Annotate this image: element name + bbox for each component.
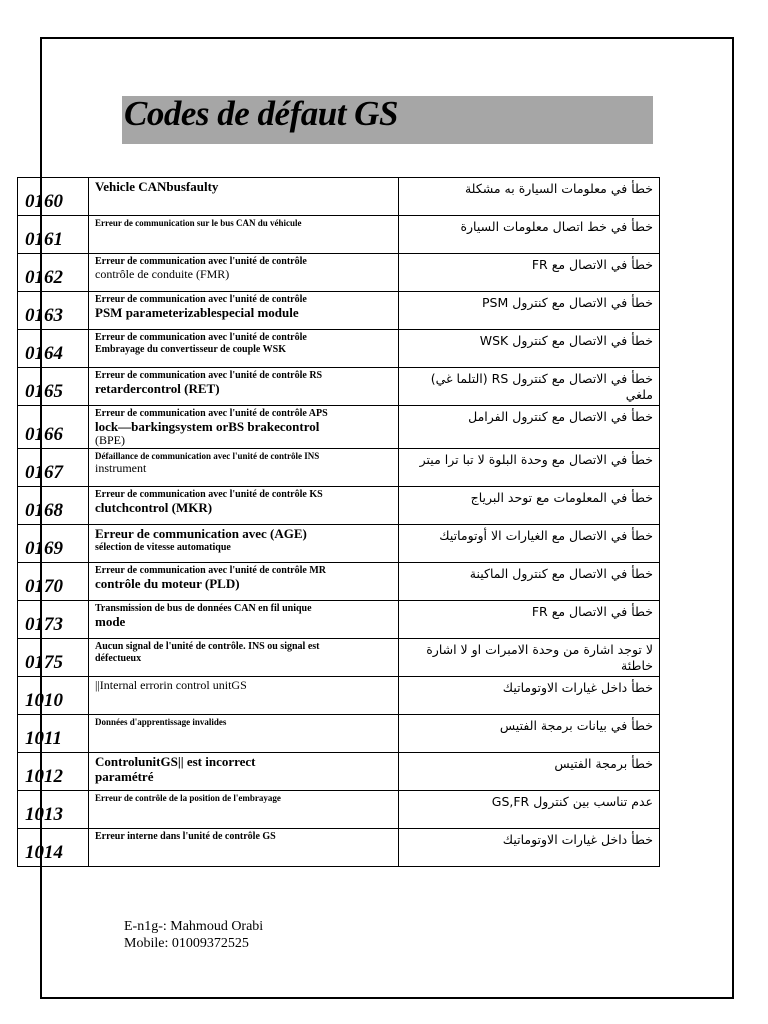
- french-description-cell: [89, 449, 399, 487]
- arabic-description-cell: خطأ في معلومات السيارة به مشكلة: [399, 178, 660, 216]
- french-description-cell: [89, 525, 399, 563]
- fault-code: 1013: [25, 804, 63, 826]
- fault-code-cell: [18, 368, 89, 406]
- arabic-description-cell: خطأ في الاتصال مع وحدة البلوة لا تبا ترا ميتر: [399, 449, 660, 487]
- fault-code: 0165: [25, 381, 63, 402]
- fault-code-cell: [18, 487, 89, 525]
- table-row: [18, 368, 660, 406]
- arabic-description-cell: خطأ داخل غيارات الاوتوماتيك: [399, 677, 660, 715]
- french-description-line: paramétré: [95, 769, 154, 785]
- arabic-description-cell: خطأ في بيانات برمجة الفتيس: [399, 715, 660, 753]
- french-description-line: instrument: [95, 460, 147, 475]
- french-description-line: défectueux: [95, 652, 142, 664]
- fault-code-cell: [18, 178, 89, 216]
- arabic-description-cell: خطأ داخل غيارات الاوتوماتيك: [399, 829, 660, 867]
- table-row: [18, 791, 660, 829]
- table-row: [18, 292, 660, 330]
- french-description-line: Données d'apprentissage invalides: [95, 717, 227, 728]
- fault-code: 1010: [25, 690, 63, 712]
- fault-code: 1014: [25, 842, 63, 864]
- french-description-cell: [89, 639, 399, 677]
- arabic-description-cell: خطأ في الاتصال مع FR: [399, 254, 660, 292]
- fault-code: 0175: [25, 652, 63, 674]
- french-description-cell: [89, 791, 399, 829]
- french-description-line: Aucun signal de l'unité de contrôle. INS ou signal est: [95, 641, 320, 653]
- fault-code: 0163: [25, 305, 63, 326]
- french-description-cell: [89, 601, 399, 639]
- arabic-description-cell: خطأ في الاتصال مع كنترول الماكينة: [399, 563, 660, 601]
- french-description-cell: [89, 254, 399, 292]
- french-description-cell: [89, 178, 399, 216]
- fault-code-cell: [18, 639, 89, 677]
- french-description-cell: [89, 330, 399, 368]
- french-description-line: ControlunitGS|| est incorrect: [95, 754, 256, 770]
- fault-code-cell: [18, 254, 89, 292]
- french-description-cell: [89, 715, 399, 753]
- fault-code: 0168: [25, 500, 63, 522]
- table-row: [18, 601, 660, 639]
- fault-code-cell: [18, 791, 89, 829]
- french-description-line: Erreur de communication avec l'unité de contrôle RS: [95, 370, 323, 381]
- arabic-description-cell: لا توجد اشارة من وحدة الامبرات او لا اشارة خاطئة: [399, 639, 660, 677]
- french-description-cell: [89, 216, 399, 254]
- french-description-line: Erreur de communication avec l'unité de contrôle: [95, 332, 307, 343]
- fault-code: 0160: [25, 191, 63, 212]
- fault-code-cell: [18, 677, 89, 715]
- fault-code: 0173: [25, 614, 63, 636]
- fault-code-cell: [18, 829, 89, 867]
- french-description-cell: [89, 368, 399, 406]
- french-description-cell: [89, 829, 399, 867]
- arabic-description-cell: خطأ في خط اتصال معلومات السيارة: [399, 216, 660, 254]
- fault-code-cell: [18, 330, 89, 368]
- fault-code: 0169: [25, 538, 63, 560]
- arabic-description-cell: خطأ في الاتصال مع FR: [399, 601, 660, 639]
- french-description-line: Erreur de communication avec l'unité de contrôle APS: [95, 408, 328, 419]
- table-row: [18, 525, 660, 563]
- french-description-line: Transmission de bus de données CAN en fil unique: [95, 603, 312, 615]
- fault-codes-table: [17, 177, 660, 867]
- french-description-cell: [89, 677, 399, 715]
- fault-code: 1011: [25, 728, 62, 750]
- table-row: [18, 677, 660, 715]
- fault-code: 1012: [25, 766, 63, 788]
- table-row: [18, 563, 660, 601]
- french-description-line: lock—barkingsystem orBS brakecontrol: [95, 418, 320, 434]
- table-row: [18, 639, 660, 677]
- french-description-line: Vehicle CANbusfaulty: [95, 179, 219, 194]
- french-description-line: PSM parameterizablespecial module: [95, 304, 299, 320]
- fault-code-cell: [18, 753, 89, 791]
- fault-code-cell: [18, 216, 89, 254]
- fault-code-cell: [18, 563, 89, 601]
- table-row: [18, 829, 660, 867]
- table-row: [18, 254, 660, 292]
- french-description-line: Erreur de communication avec l'unité de contrôle KS: [95, 489, 323, 501]
- mobile-number: Mobile: 01009372525: [124, 936, 249, 951]
- fault-code: 0164: [25, 343, 63, 364]
- arabic-description-cell: خطأ في الاتصال مع كنترول RS (التلما غي) ملغي: [399, 368, 660, 406]
- fault-code-cell: [18, 715, 89, 753]
- table-row: [18, 216, 660, 254]
- footer: [124, 918, 263, 952]
- french-description-line: contrôle du moteur (PLD): [95, 575, 240, 591]
- arabic-description-cell: خطأ في الاتصال مع كنترول WSK: [399, 330, 660, 368]
- fault-code-cell: [18, 525, 89, 563]
- fault-code: 0170: [25, 576, 63, 598]
- fault-code-cell: [18, 601, 89, 639]
- table-row: [18, 178, 660, 216]
- french-description-line: Erreur de contrôle de la position de l'embrayage: [95, 793, 281, 804]
- french-description-line: Défaillance de communication avec l'unité de contrôle INS: [95, 451, 320, 462]
- table-row: [18, 406, 660, 449]
- engineer-name: E-n1g-: Mahmoud Orabi: [124, 919, 264, 934]
- french-description-cell: [89, 406, 399, 449]
- french-description-cell: [89, 753, 399, 791]
- arabic-description-cell: خطأ في المعلومات مع توحد البرياج: [399, 487, 660, 525]
- fault-code-cell: [18, 449, 89, 487]
- french-description-line: mode: [95, 613, 126, 629]
- fault-code-cell: [18, 406, 89, 449]
- arabic-description-cell: عدم تناسب بين كنترول GS,FR: [399, 791, 660, 829]
- arabic-description-cell: خطأ في الاتصال مع كنترول الفرامل: [399, 406, 660, 449]
- french-description-cell: [89, 487, 399, 525]
- arabic-description-cell: خطأ في الاتصال مع الغيارات الا أوتوماتيك: [399, 525, 660, 563]
- french-description-line: Erreur de communication sur le bus CAN du véhicule: [95, 218, 302, 228]
- table-row: [18, 487, 660, 525]
- french-description-line: clutchcontrol (MKR): [95, 499, 213, 515]
- french-description-line: Erreur de communication avec l'unité de contrôle: [95, 294, 307, 305]
- page-title: Codes de défaut GS: [124, 94, 398, 133]
- french-description-line: retardercontrol (RET): [95, 380, 220, 396]
- table-row: [18, 753, 660, 791]
- fault-code: 0166: [25, 424, 63, 446]
- fault-code: 0167: [25, 462, 63, 484]
- table-row: [18, 330, 660, 368]
- french-description-line: (BPE): [95, 433, 125, 448]
- french-description-line: contrôle de conduite (FMR): [95, 266, 230, 281]
- arabic-description-cell: خطأ برمجة الفتيس: [399, 753, 660, 791]
- table-row: [18, 449, 660, 487]
- fault-code: 0161: [25, 229, 63, 250]
- french-description-line: Erreur de communication avec l'unité de contrôle: [95, 256, 307, 267]
- arabic-description-cell: خطأ في الاتصال مع كنترول PSM: [399, 292, 660, 330]
- table-row: [18, 715, 660, 753]
- french-description-line: sélection de vitesse automatique: [95, 542, 231, 554]
- fault-code-cell: [18, 292, 89, 330]
- fault-code: 0162: [25, 267, 63, 288]
- french-description-cell: [89, 563, 399, 601]
- french-description-line: ||Internal errorin control unitGS: [95, 678, 247, 693]
- french-description-line: Erreur interne dans l'unité de contrôle GS: [95, 831, 276, 843]
- french-description-line: Erreur de communication avec l'unité de contrôle MR: [95, 565, 326, 577]
- french-description-line: Embrayage du convertisseur de couple WSK: [95, 343, 287, 355]
- french-description-line: Erreur de communication avec (AGE): [95, 526, 307, 542]
- french-description-cell: [89, 292, 399, 330]
